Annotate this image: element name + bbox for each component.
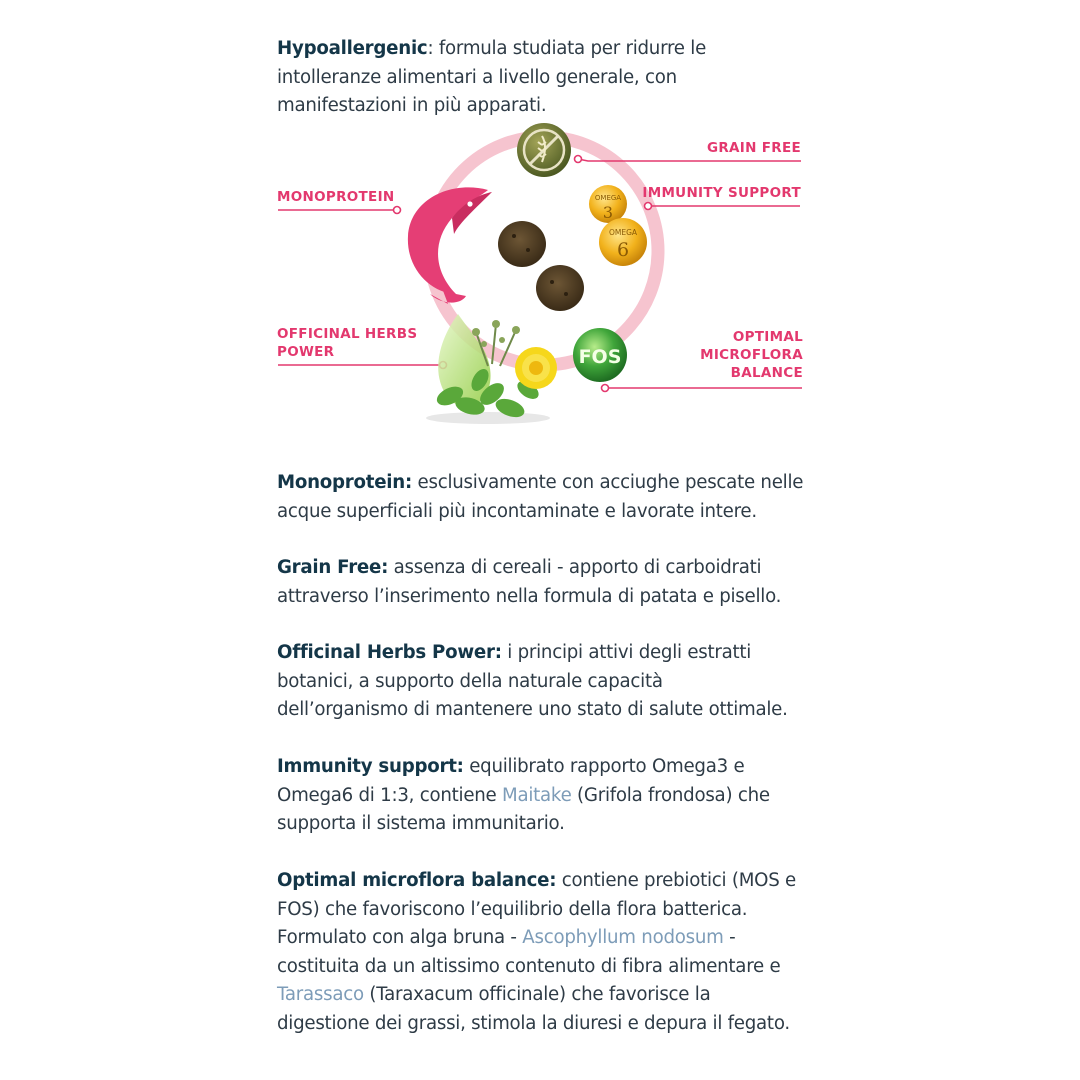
- infographic-artwork: [270, 118, 815, 438]
- grain-free-icon: [517, 123, 571, 177]
- omega-6-word: OMEGA: [608, 228, 638, 237]
- label-immunity-support: IMMUNITY SUPPORT: [642, 185, 801, 201]
- intro-line-1: Hypoallergenic: formula studiata per ridurre le: [277, 38, 707, 59]
- tarassaco-link[interactable]: Tarassaco: [277, 984, 364, 1005]
- fish-icon: [408, 187, 492, 304]
- intro-term: Hypoallergenic: [277, 38, 428, 59]
- optimal-dot: [602, 385, 609, 392]
- immunity-term: Immunity support:: [277, 756, 464, 777]
- grain-free-dot: [575, 156, 582, 163]
- label-grain-free: GRAIN FREE: [706, 140, 801, 156]
- fos-label: FOS: [578, 346, 622, 368]
- omega-6-number: 6: [616, 239, 630, 261]
- monoprotein-dot: [394, 207, 401, 214]
- omega-3-word: OMEGA: [594, 194, 622, 202]
- optimal-paragraph: Optimal microflora balance: contiene prebiotici (MOS e FOS) che favoriscono l’equilibrio della flora batterica. Formulato con alga bruna - Ascophyllum nodosum - costituita da un altissimo contenuto di fibra alimentare e Tarassaco (Taraxacum officinale) che favorisce la digestione dei grassi, stimola la diuresi e depura il fegato.: [277, 870, 796, 1034]
- immunity-dot: [645, 203, 652, 210]
- label-optimal-microflora: OPTIMAL MICROFLORA BALANCE: [700, 329, 803, 381]
- ascophyllum-link[interactable]: Ascophyllum nodosum: [522, 927, 724, 948]
- intro-paragraph: [277, 35, 837, 121]
- officinal-paragraph: Officinal Herbs Power: i principi attivi degli estratti botanici, a supporto della naturale capacità dell’organismo di mantenere uno stato di salute ottimale.: [277, 642, 788, 720]
- label-monoprotein: MONOPROTEIN: [277, 189, 395, 205]
- grain-free-paragraph: Grain Free: assenza di cereali - apporto di carboidrati attraverso l’inserimento nella formula di patata e pisello.: [277, 557, 782, 607]
- optimal-term: Optimal microflora balance:: [277, 870, 557, 891]
- label-officinal-herbs: OFFICINAL HERBS POWER: [277, 326, 418, 360]
- features-infographic: [270, 118, 815, 438]
- kibble-icon: [498, 221, 584, 311]
- intro-line-3: manifestazioni in più apparati.: [277, 95, 547, 116]
- omega-3-icon: [589, 185, 627, 223]
- maitake-link[interactable]: Maitake: [502, 784, 572, 806]
- officinal-term: Officinal Herbs Power:: [277, 642, 502, 663]
- monoprotein-paragraph: Monoprotein: esclusivamente con acciughe pescate nelle acque superficiali più incontaminate e lavorate intere.: [277, 472, 804, 522]
- grain-free-term: Grain Free:: [277, 557, 389, 578]
- omega-3-number: 3: [602, 203, 614, 222]
- fos-icon: [573, 328, 627, 382]
- immunity-paragraph: Immunity support: equilibrato rapporto Omega3 e Omega6 di 1:3, contiene Maitake (Grifola frondosa) che supporta il sistema immunitario.: [277, 756, 770, 834]
- omega-6-icon: [599, 218, 647, 266]
- intro-line-2: intolleranze alimentari a livello generale, con: [277, 66, 677, 88]
- monoprotein-term: Monoprotein:: [277, 472, 413, 493]
- herbs-icon: [426, 314, 557, 424]
